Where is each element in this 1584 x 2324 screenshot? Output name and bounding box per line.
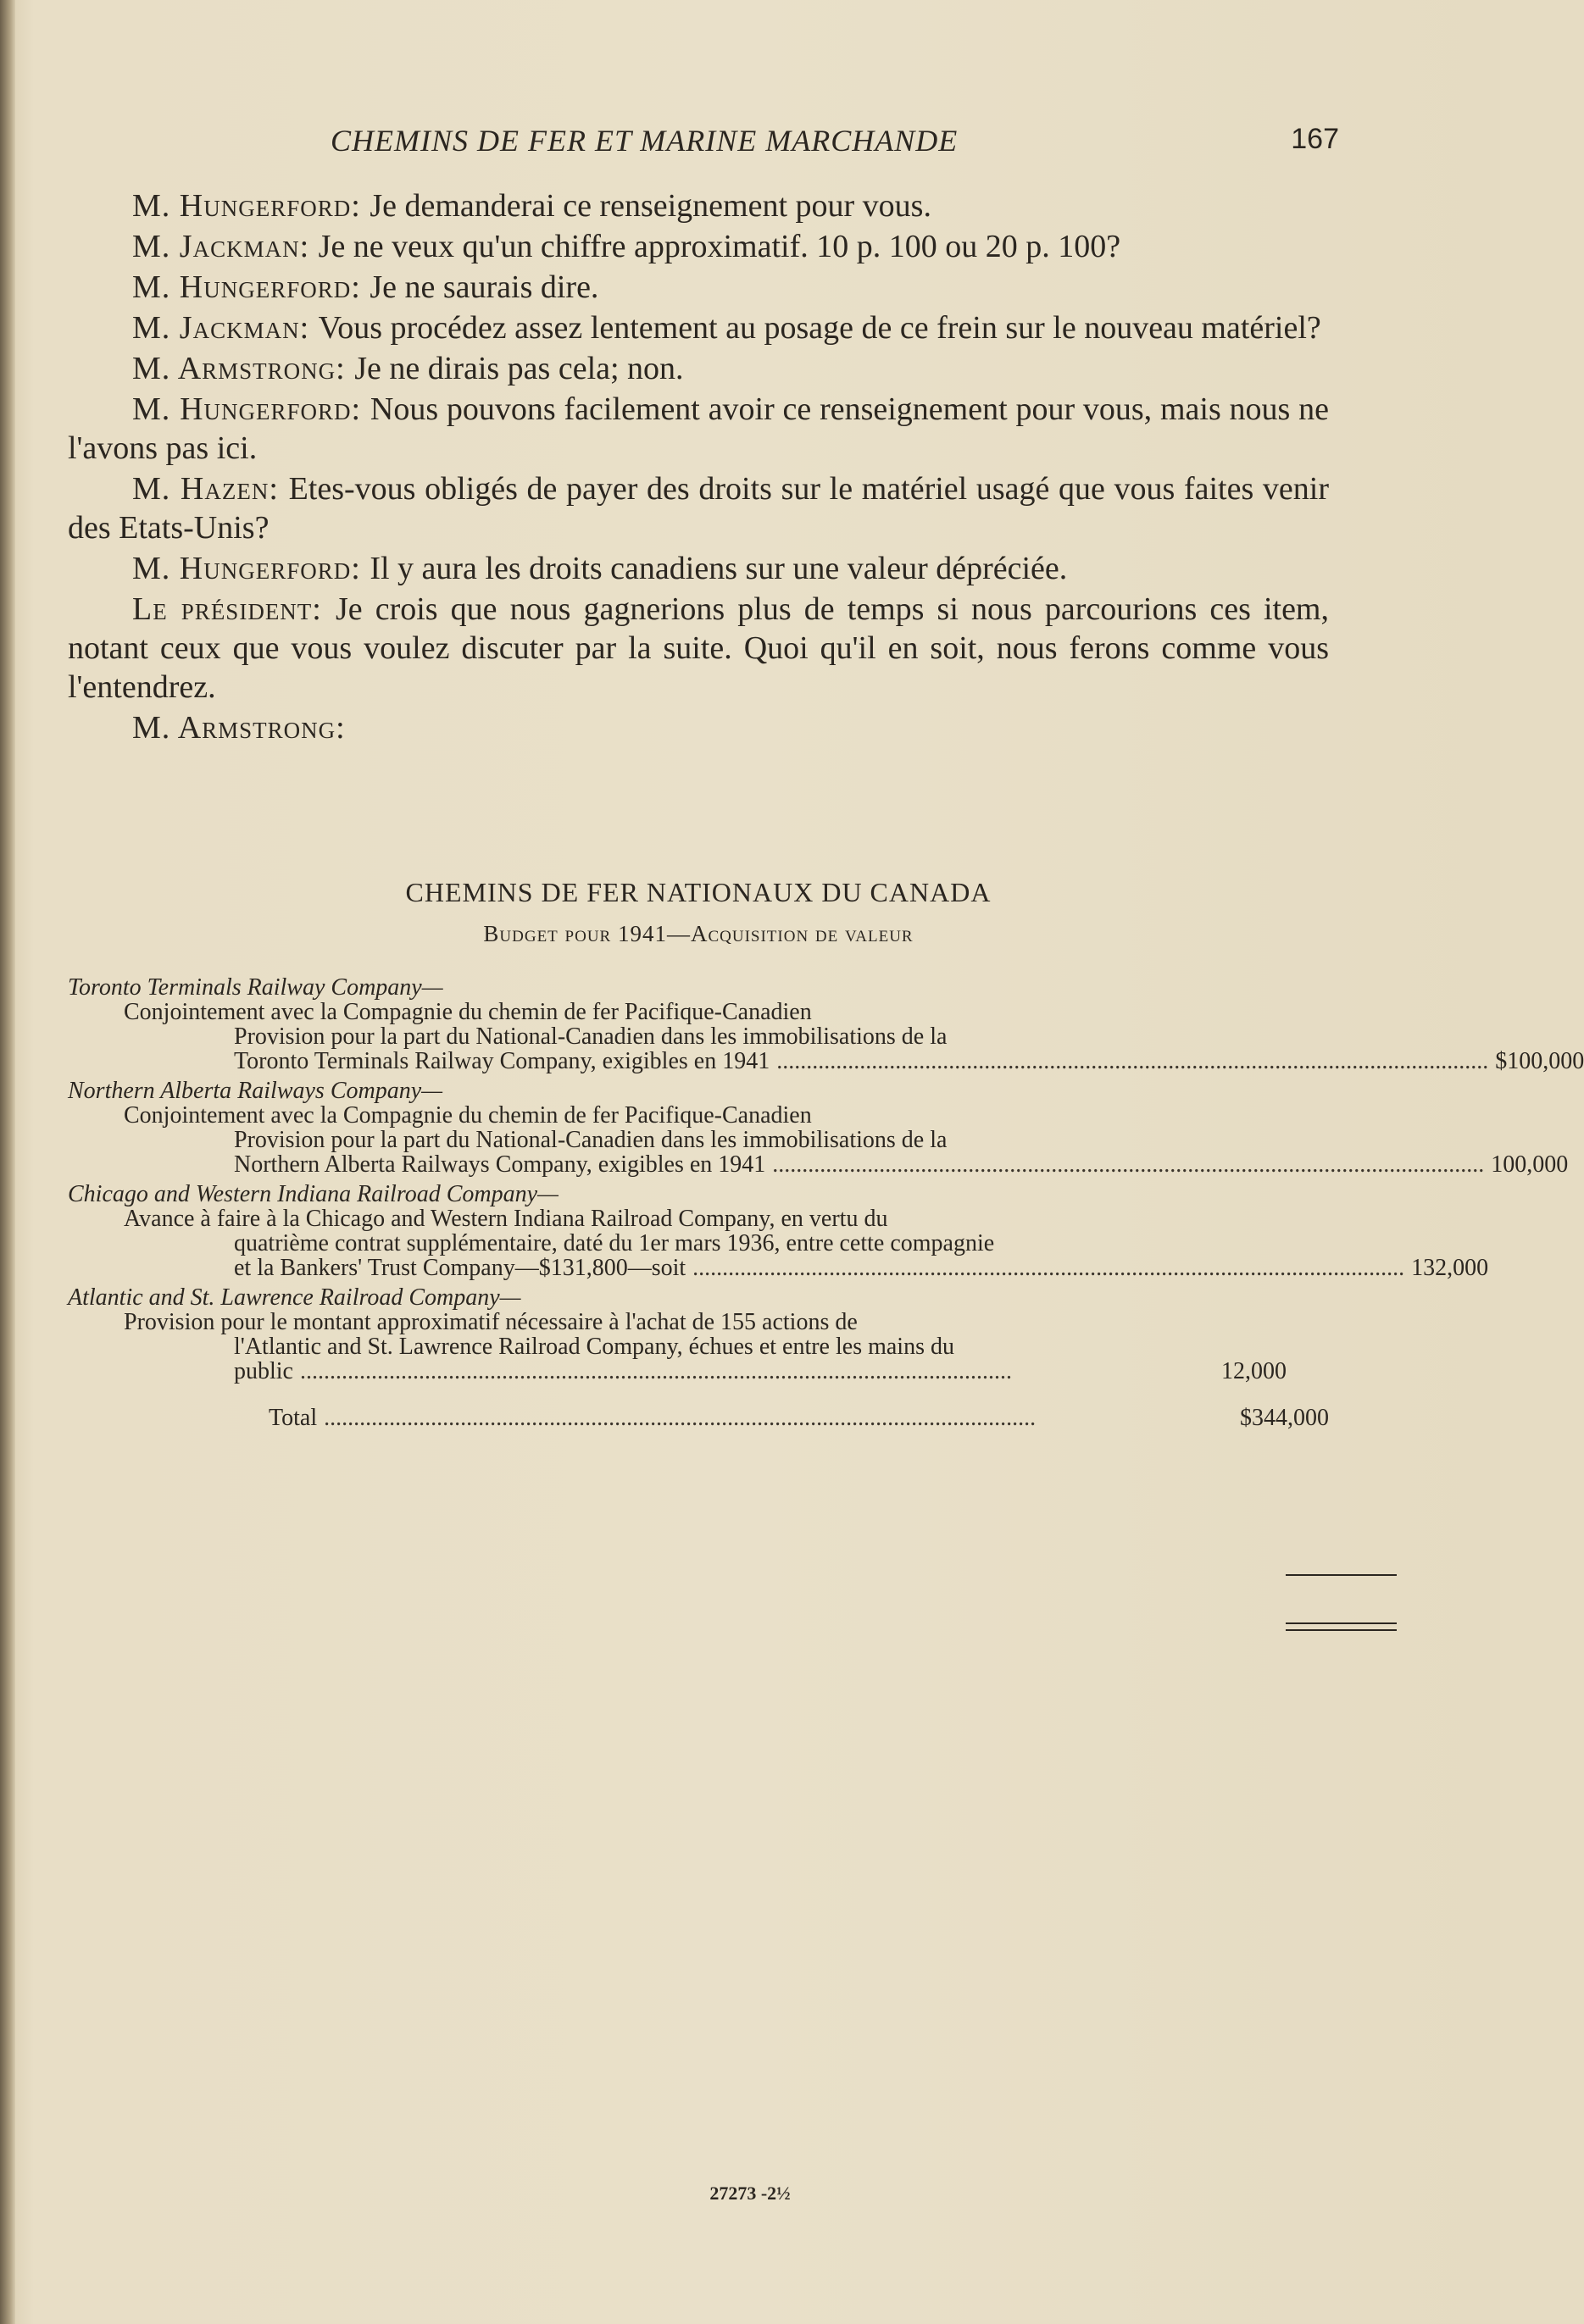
speech: Je crois que nous gagnerions plus de temps si nous parcourions ces item, notant ceux que vous voulez discuter par la suite. Quoi qu'il en soit, nous ferons comme vous l'entendrez. [68,591,1329,705]
speaker: M. Hungerford: [132,269,370,305]
total-rule [1286,1574,1397,1576]
speaker: M. Jackman: [132,229,319,264]
speaker: Le président: [132,591,336,627]
dialogue-paragraph [68,308,1329,347]
budget-entry [124,1206,1489,1281]
speech: Etes-vous obligés de payer des droits sur le matériel usagé que vous faites venir des Etats-Unis? [68,471,1329,546]
dialogue-paragraph [68,349,1329,388]
speaker: M. Jackman: [132,310,319,346]
budget-entry [124,1102,1569,1178]
entry-line: Provision pour la part du National-Canadien dans les immobilisations de la [234,1023,948,1050]
dialogue-paragraph [68,590,1329,707]
budget-entry [124,999,1584,1074]
total-double-rule [1286,1622,1397,1631]
dialogue-paragraph [68,268,1329,307]
page-number: 167 [1291,123,1339,155]
entry-last-line [124,1048,1584,1074]
footer-code: 27273 -2½ [709,2183,791,2204]
entry-last-line [124,1255,1489,1281]
budget-entry [124,1310,1287,1384]
speaker: M. Hazen: [132,471,289,507]
dot-leader: ........................................................................................................................ [300,1358,1012,1384]
dialogue-paragraph [68,186,1329,225]
total-row [269,1406,1329,1430]
speaker: M. Hungerford: [132,551,370,586]
page-header [68,123,1339,165]
entry-amount: 12,000 [1221,1358,1287,1384]
total-label: Total [269,1405,318,1431]
dialogue-paragraph [68,708,1329,747]
company-heading: Chicago and Western Indiana Railroad Company— [68,1181,559,1207]
entry-line: et la Bankers' Trust Company—$131,800—soit [234,1255,686,1281]
dialogue-paragraph [68,469,1329,547]
entry-line: public [234,1358,293,1384]
entry-line: quatrième contrat supplémentaire, daté du 1er mars 1936, entre cette compagnie [234,1230,995,1256]
entry-line: l'Atlantic and St. Lawrence Railroad Company, échues et entre les mains du [234,1334,954,1360]
company-heading: Atlantic and St. Lawrence Railroad Company— [68,1284,521,1311]
entry-line: Conjointement avec la Compagnie du chemin de fer Pacifique-Canadien [124,999,812,1025]
binding-edge [0,0,15,2324]
speech: Je ne saurais dire. [370,269,599,305]
entry-line: Avance à faire à la Chicago and Western Indiana Railroad Company, en vertu du [124,1206,888,1232]
speech: Je demanderai ce renseignement pour vous. [370,188,931,224]
budget-table [68,970,1584,1431]
speech: Nous pouvons facilement avoir ce renseignement pour vous, mais nous ne l'avons pas ici. [68,391,1329,466]
dot-leader: ........................................................................................................................ [324,1405,1037,1431]
speaker: M. Armstrong: [132,710,346,746]
company-heading: Northern Alberta Railways Company— [68,1078,443,1104]
speaker: M. Hungerford: [132,188,370,224]
entry-line: Provision pour la part du National-Canadien dans les immobilisations de la [234,1127,948,1153]
entry-amount: 132,000 [1411,1255,1489,1281]
speech: Je ne veux qu'un chiffre approximatif. 10 p. 100 ou 20 p. 100? [318,229,1121,264]
speaker: M. Hungerford: [132,391,370,427]
entry-line: Northern Alberta Railways Company, exigibles en 1941 [234,1151,766,1178]
entry-line: Toronto Terminals Railway Company, exigibles en 1941 [234,1048,770,1074]
dialogue-paragraph [68,549,1329,588]
entry-amount: 100,000 [1491,1151,1569,1178]
dot-leader: ........................................................................................................................ [776,1048,1489,1074]
dot-leader: ........................................................................................................................ [772,1151,1485,1178]
dot-leader: ........................................................................................................................ [692,1255,1405,1281]
entry-last-line [124,1359,1287,1384]
total-amount: $344,000 [1240,1405,1329,1431]
section-title: CHEMINS DE FER NATIONAUX DU CANADA [405,877,992,907]
entry-line: Conjointement avec la Compagnie du chemin de fer Pacifique-Canadien [124,1102,812,1129]
section-subtitle: Budget pour 1941—Acquisition de valeur [483,921,914,946]
dialogue-paragraph [68,227,1329,266]
speaker: M. Armstrong: [132,351,355,386]
speech: Vous procédez assez lentement au posage de ce frein sur le nouveau matériel? [318,310,1321,346]
dialogue [68,186,1329,749]
dialogue-paragraph [68,390,1329,468]
entry-amount: $100,000 [1495,1048,1584,1074]
speech: Je ne dirais pas cela; non. [354,351,684,386]
speech: Il y aura les droits canadiens sur une valeur dépréciée. [370,551,1068,586]
entry-line: Provision pour le montant approximatif nécessaire à l'achat de 155 actions de [124,1309,858,1335]
company-heading: Toronto Terminals Railway Company— [68,974,443,1001]
entry-last-line [124,1151,1569,1178]
running-title: CHEMINS DE FER ET MARINE MARCHANDE [331,124,959,158]
